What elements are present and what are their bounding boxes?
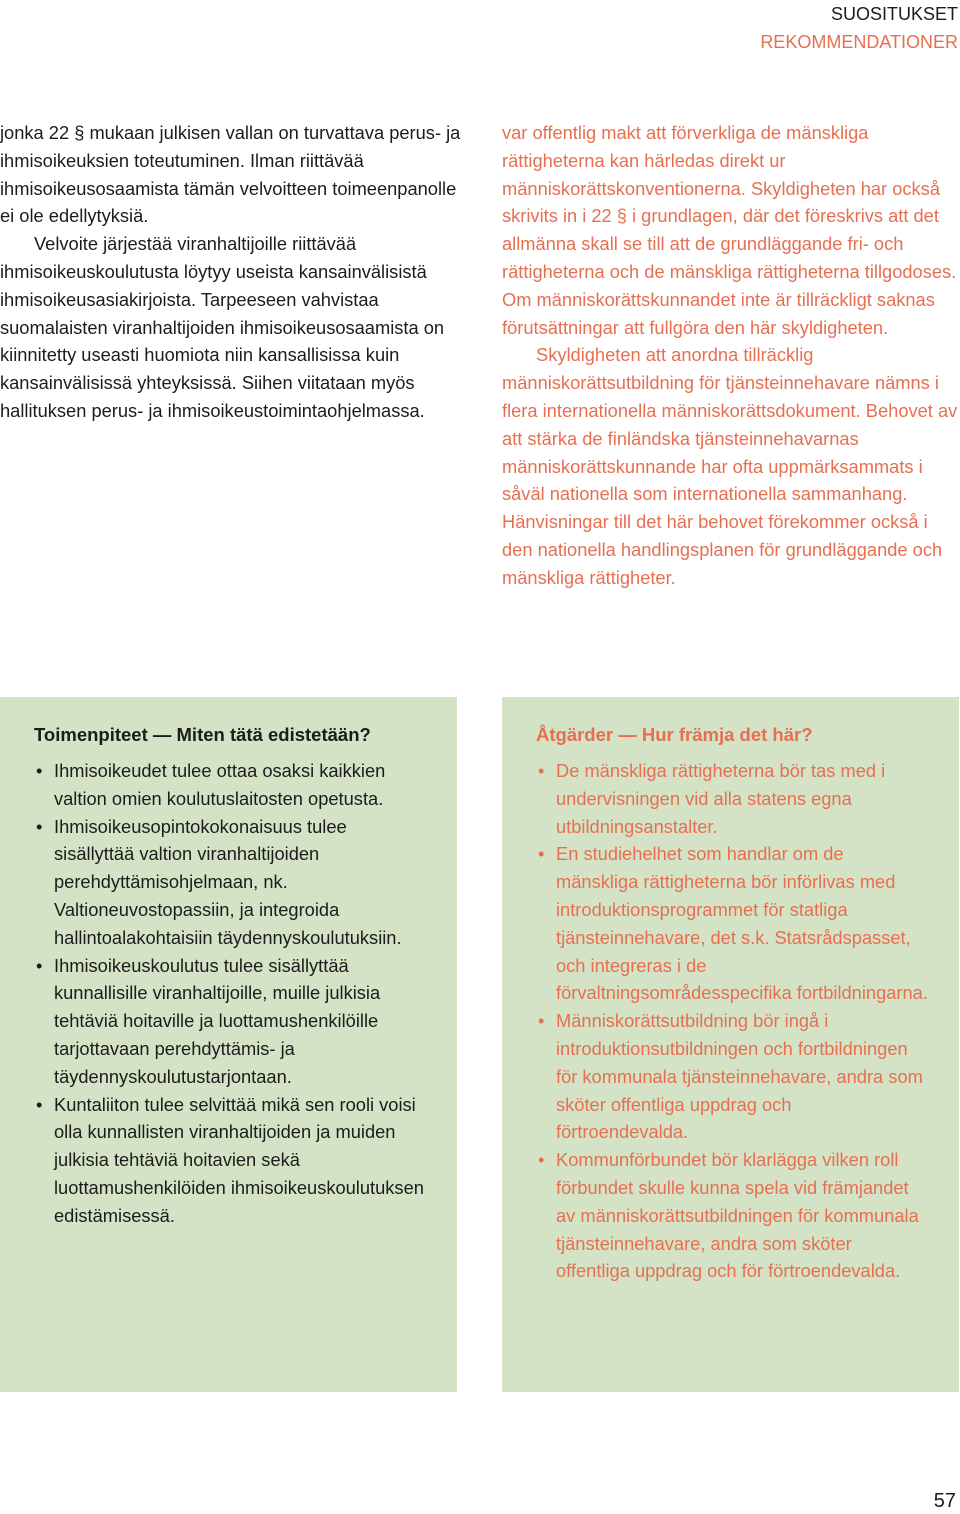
page-number: 57 bbox=[933, 1490, 956, 1512]
page-header bbox=[760, 0, 958, 56]
list-item: • De mänskliga rättigheterna bör tas med i undervisningen vid alla statens egna utbildningsanstalter. bbox=[536, 757, 928, 840]
finnish-paragraph-2: Velvoite järjestää viranhaltijoille riittävää ihmisoikeuskoulutusta löytyy useista kansainvälisistä ihmisoikeusasiakirjoista. Tarpeeseen vahvistaa suomalaisten viranhaltijoiden ihmisoikeusosaamista on kiinnitetty useasti huomiota niin kansallisissa kuin kansainvälisissä yhteyksissä. Siihen viitataan myös hallituksen perus- ja ihmisoikeustoimintaohjelmassa. bbox=[0, 233, 445, 421]
swedish-actions-list bbox=[536, 757, 959, 1285]
finnish-paragraph-1: jonka 22 § mukaan julkisen vallan on turvattava perus- ja ihmisoikeuksien toteutuminen. Ilman riittävää ihmisoikeusosaamista tämän velvoitteen toimeenpanolle ei ole edellytyksiä. bbox=[0, 122, 461, 227]
list-item: • Ihmisoikeusopintokokonaisuus tulee sisällyttää valtion viranhaltijoiden perehdyttämisohjelmaan, nk. Valtioneuvostopassiin, ja integroida hallintoalakohtaisiin täydennyskoulutuksiin. bbox=[34, 813, 426, 952]
list-item: • Ihmisoikeudet tulee ottaa osaksi kaikkien valtion omien koulutuslaitosten opetusta. bbox=[34, 757, 426, 813]
swedish-text-column bbox=[502, 119, 960, 592]
finnish-text-column bbox=[0, 119, 470, 425]
swedish-actions-box bbox=[502, 697, 959, 1392]
list-item: • Ihmisoikeuskoulutus tulee sisällyttää kunnallisille viranhaltijoille, muille julkisia tehtäviä hoitaville ja luottamushenkilöille tarjottavaan perehdyttämis- ja täydennyskoulutustarjontaan. bbox=[34, 952, 426, 1091]
section-label-fi: SUOSITUKSET bbox=[830, 4, 958, 24]
swedish-actions-heading: Åtgärder — Hur främja det här? bbox=[536, 724, 813, 745]
list-item: • En studiehelhet som handlar om de mänskliga rättigheterna bör införlivas med introduktionsprogrammet för statliga tjänsteinnehavare, det s.k. Statsrådspasset, och integreras i de förvaltningsområdesspecifika fortbildningarna. bbox=[536, 840, 928, 1007]
list-item: • Kuntaliiton tulee selvittää mikä sen rooli voisi olla kunnallisten viranhaltijoiden ja muiden julkisia tehtäviä hoitavien sekä luottamushenkilöiden ihmisoikeuskoulutuksen edistämisessä. bbox=[34, 1091, 426, 1230]
finnish-actions-list bbox=[34, 757, 457, 1230]
swedish-paragraph-2: Skyldigheten att anordna tillräcklig människorättsutbildning för tjänsteinnehavare nämns i flera internationella människorättsdokument. Behovet av att stärka de finländska tjänsteinnehavarnas människorättskunnande har ofta uppmärksammats i såväl nationella som internationella sammanhang. Hänvisningar till det här behovet förekommer också i den nationella handlingsplanen för grundläggande och mänskliga rättigheter. bbox=[502, 344, 958, 588]
swedish-paragraph-1: var offentlig makt att förverkliga de mänskliga rättigheterna kan härledas direkt ur människorättskonventionerna. Skyldigheten har också skrivits in i 22 § i grundlagen, där det föreskrivs att det allmänna skall se till att de grundläggande fri- och rättigheterna och de mänskliga rättigheterna tillgodoses. Om människorättskunnandet inte är tillräckligt saknas förutsättningar att fullgöra den här skyldigheten. bbox=[502, 122, 957, 338]
list-item: • Kommunförbundet bör klarlägga vilken roll förbundet skulle kunna spela vid främjandet av människorättsutbildningen för kommunala tjänsteinnehavare, andra som sköter offentliga uppdrag och för förtroendevalda. bbox=[536, 1146, 928, 1285]
finnish-actions-box bbox=[0, 697, 457, 1392]
list-item: • Människorättsutbildning bör ingå i introduktionsutbildningen och fortbildningen för kommunala tjänsteinnehavare, andra som sköter offentliga uppdrag och förtroendevalda. bbox=[536, 1007, 928, 1146]
section-label-sv: REKOMMENDATIONER bbox=[760, 32, 958, 52]
finnish-actions-heading: Toimenpiteet — Miten tätä edistetään? bbox=[34, 724, 371, 745]
